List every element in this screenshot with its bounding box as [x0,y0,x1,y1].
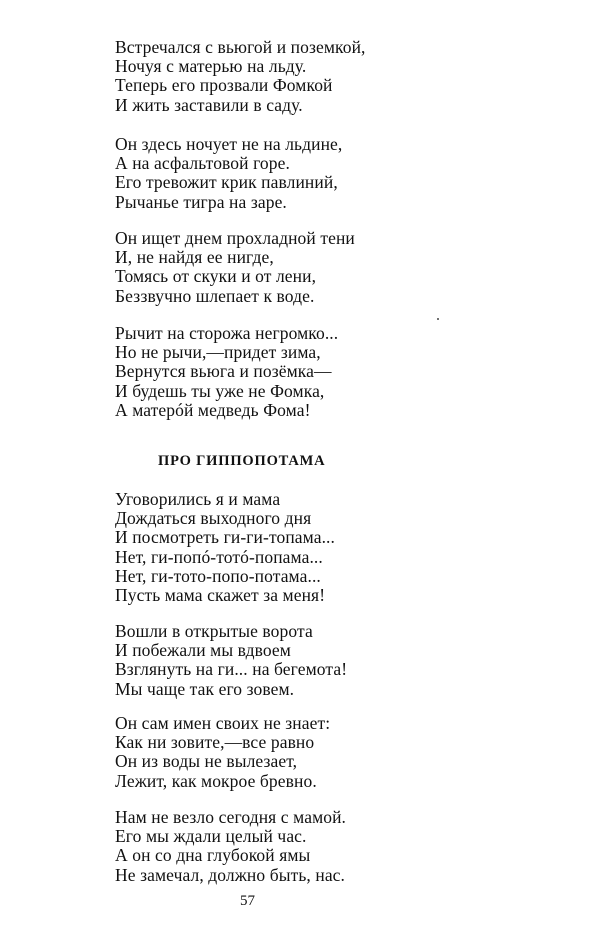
poem1-stanza-1 [115,38,535,115]
poem-line: Взглянуть на ги... на бегемота! [115,659,348,680]
poem-line: А он со дна глубокой ямы [115,845,311,866]
poem-line: Вошли в открытые ворота [115,621,313,641]
poem-line: Теперь его прозвали Фомкой [115,75,333,96]
poem-line: Он из воды не вылезает, [115,751,298,772]
poem-line: И, не найдя ее нигде, [115,247,274,268]
poem-line: Томясь от скуки и от лени, [115,266,317,287]
poem-line: Мы чаще так его зовем. [115,678,295,699]
poem-line: Рычит на сторожа негромко... [115,323,339,343]
poem-line: Но не рычи,—придет зима, [115,342,321,363]
poem2-stanza-2 [115,622,535,699]
poem-line: И посмотреть ги-ги-топама... [115,527,335,548]
poem2-stanza-4 [115,808,535,885]
poem-line: Он здесь ночует не на льдине, [115,134,343,154]
poem-line: Его тревожит крик павлиний, [115,172,338,193]
poem2-stanza-3 [115,714,535,791]
poem-line: Пусть мама скажет за меня! [115,584,326,605]
poem-line: Рычанье тигра на заре. [115,191,287,212]
poem-line: И будешь ты уже не Фомка, [115,380,325,401]
poem-line: Ночуя с матерью на льду. [115,56,307,77]
poem-line: Встречался с вьюгой и поземкой, [115,37,366,57]
poem-line: Не замечал, должно быть, нас. [115,864,346,885]
poem-line: Нам не везло сегодня с мамой. [115,807,347,827]
poem-line: Его мы ждали целый час. [115,826,307,847]
poem1-stanza-4 [115,324,535,420]
poem-line: И жить заставили в саду. [115,94,303,115]
poem-title: ПРО ГИППОПОТАМА [158,453,326,469]
poem-line: Дождаться выходного дня [115,508,312,529]
poem-line: А на асфальтовой горе. [115,153,290,174]
poem-line: Нет, ги-попó-тотó-попама... [115,546,323,567]
poem-line: Он сам имен своих не знает: [115,713,331,733]
poem-line: Лежит, как мокрое бревно. [115,770,317,791]
print-speck [437,318,439,320]
poem-line: Как ни зовите,—все равно [115,732,315,753]
poem1-stanza-3 [115,229,535,306]
poem-line: Уговорились я и мама [115,489,281,509]
page-number: 57 [240,893,255,909]
poem-line: Вернутся вьюга и позёмка— [115,361,332,382]
poem-line: Он ищет днем прохладной тени [115,228,355,248]
poem-line: Нет, ги-тото-попо-потама... [115,565,321,586]
poem-line: И побежали мы вдвоем [115,640,291,661]
poem-line: Беззвучно шлепает к воде. [115,285,315,306]
poem-line: А матерóй медведь Фома! [115,399,311,420]
poem2-stanza-1 [115,490,535,605]
poem1-stanza-2 [115,135,535,212]
